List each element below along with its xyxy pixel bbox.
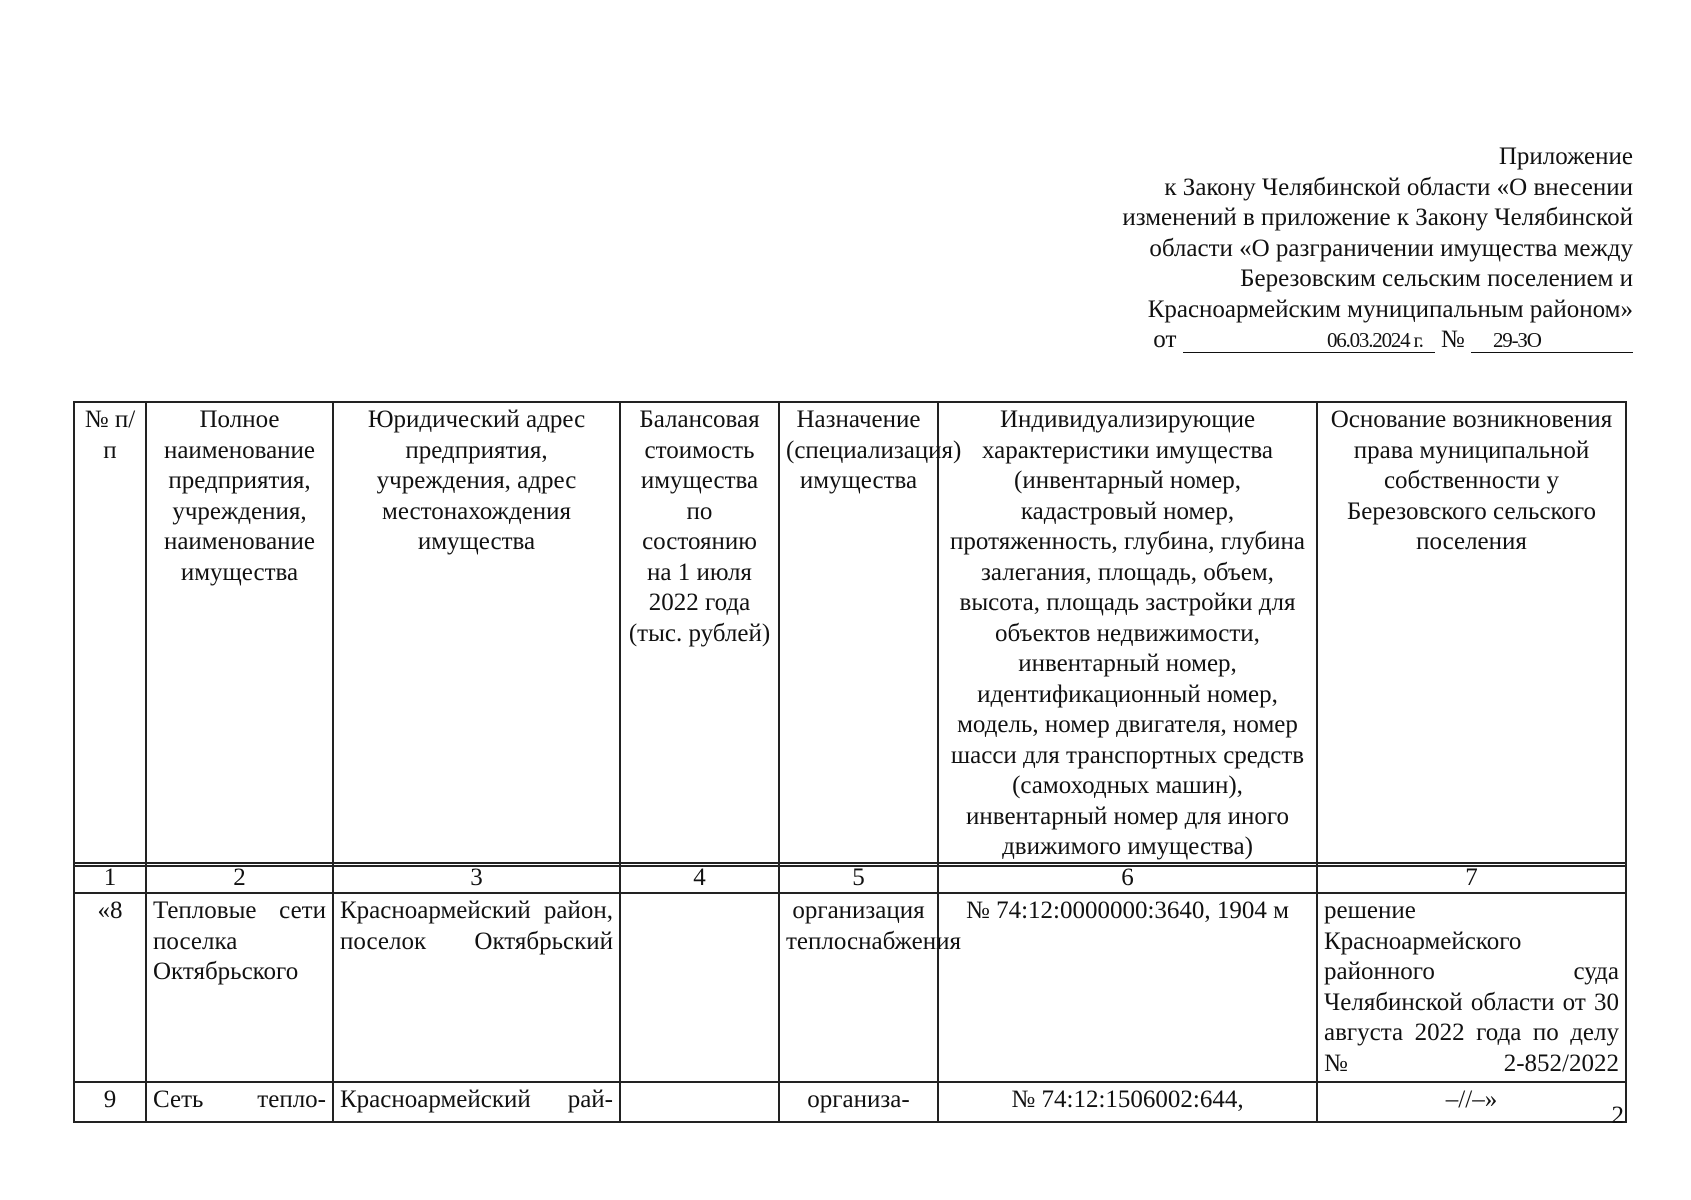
property-basis: решение Красноармейского районного суда Челябинской области от 30 августа 2022 года по делу № 2-852/2022 [1317,893,1626,1082]
property-name: Сеть тепло- [146,1082,333,1122]
property-value [620,1082,779,1122]
property-table-header [73,401,1627,867]
column-number: 1 [74,863,146,893]
header-cell-num: № п/п [74,402,146,866]
appendix-line-3: изменений в приложение к Закону Челябинской [1122,204,1633,231]
header-cell-name: Полное наименование предприятия, учреждения, наименование имущества [146,402,333,866]
number-prefix: № [1440,326,1465,353]
header-cell-characteristics: Индивидуализирующие характеристики имущества (инвентарный номер, кадастровый номер, протяженность, глубина, глубина залегания, площадь, объем, высота, площадь застройки для объектов недвижимости, инвентарный номер, идентификационный номер, модель, номер двигателя, номер шасси для транспортных средств (самоходных машин), инвентарный номер для иного движимого имущества) [938,402,1317,866]
row-number: 9 [74,1082,146,1122]
row-number: «8 [74,893,146,1082]
table-row [74,1082,1626,1122]
column-number: 7 [1317,863,1626,893]
column-number: 3 [333,863,620,893]
property-purpose: организация теплоснабжения [779,893,938,1082]
property-value [620,893,779,1082]
appendix-header [1122,142,1633,356]
property-purpose: организа- [779,1082,938,1122]
appendix-line-4: области «О разграничении имущества между [1149,234,1633,262]
property-table-body [73,862,1627,1123]
header-cell-value: Балансовая стоимость имущества по состоянию на 1 июля 2022 года (тыс. рублей) [620,402,779,866]
header-cell-basis: Основание возникновения права муниципальной собственности у Березовского сельского поселения [1317,402,1626,866]
property-address: Красноармейский район, поселок Октябрьский [333,893,620,1082]
appendix-line-5: Березовским сельским поселением и [1240,265,1633,292]
appendix-line-2: к Закону Челябинской области «О внесении [1164,173,1633,201]
column-number-row [74,863,1626,893]
table-row [74,893,1626,1082]
appendix-line-1: Приложение [1498,143,1633,170]
header-cell-purpose: Назначение (специализация) имущества [779,402,938,866]
property-basis: –//–» [1317,1082,1626,1122]
appendix-date-line [1122,325,1633,356]
property-name: Тепловые сети поселка Октябрьского [146,893,333,1082]
property-address: Красноармейский рай- [333,1082,620,1122]
column-number: 6 [938,863,1317,893]
law-date: 06.03.2024 г. [1183,328,1435,353]
column-number: 5 [779,863,938,893]
date-prefix: от [1153,326,1177,353]
law-number: 29-ЗО [1471,328,1633,353]
page-number: 2 [1611,1102,1624,1129]
property-characteristics: № 74:12:0000000:3640, 1904 м [938,893,1317,1082]
column-number: 4 [620,863,779,893]
header-cell-address: Юридический адрес предприятия, учреждения, адрес местонахождения имущества [333,402,620,866]
appendix-line-6: Красноармейским муниципальным районом» [1147,295,1633,323]
property-characteristics: № 74:12:1506002:644, [938,1082,1317,1122]
column-number: 2 [146,863,333,893]
